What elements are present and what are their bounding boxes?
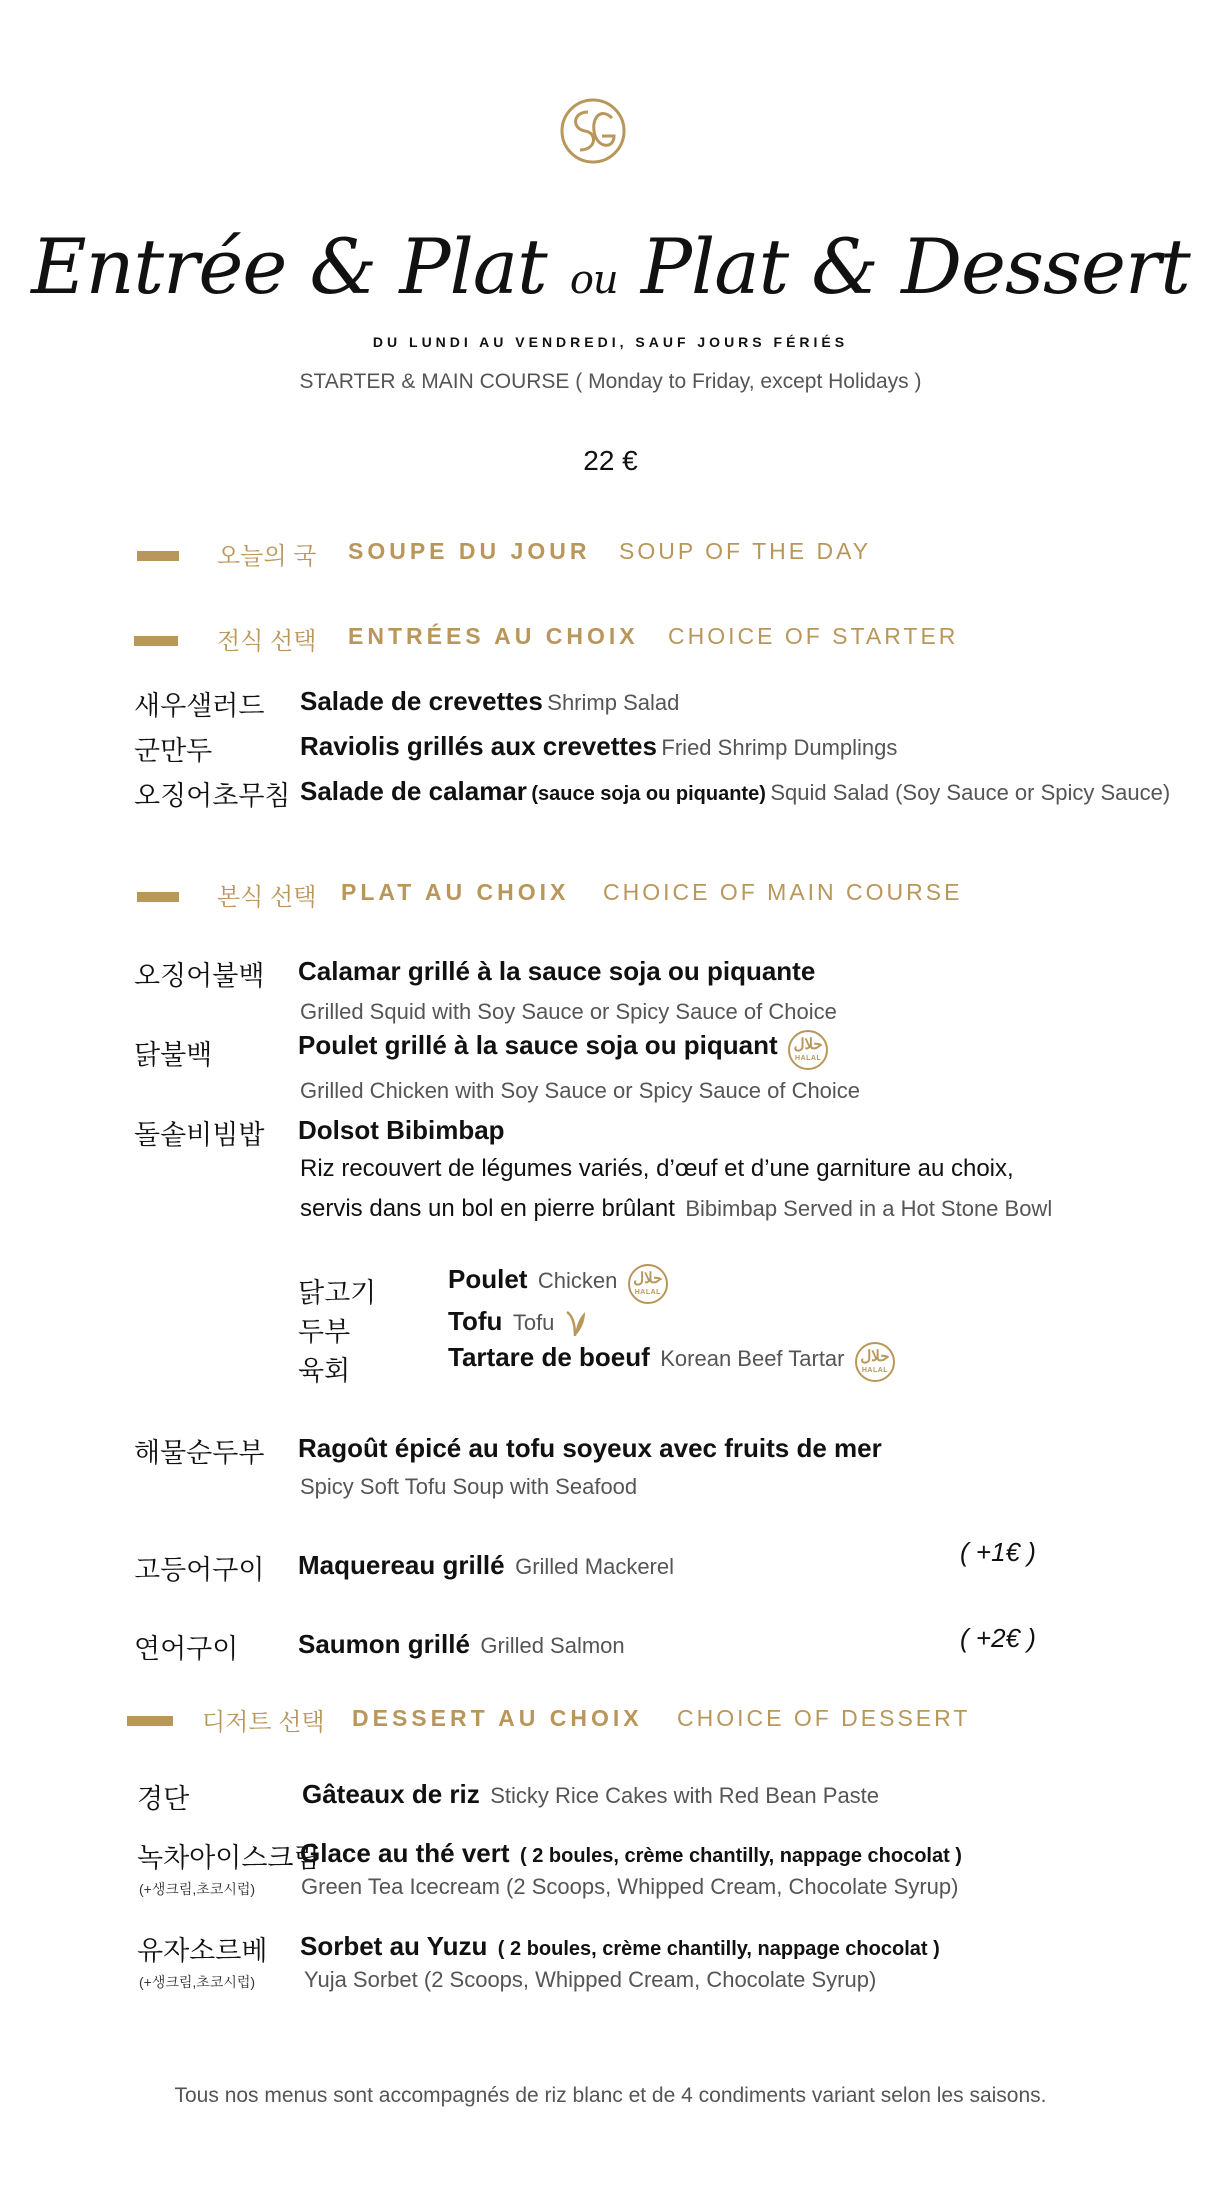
halal-icon [788,1030,828,1070]
main-ko: 오징어불백 [134,961,265,991]
dessert-item [300,1838,962,1869]
starter-en: Fried Shrimp Dumplings [661,735,898,760]
option-fr: Tartare de boeuf [448,1342,650,1373]
main-fr: Calamar grillé à la sauce soja ou piquante [298,956,816,986]
option-en: Tofu [512,1310,555,1335]
halal-label: HALAL [634,1289,661,1296]
subtitle-fr: DU LUNDI AU VENDREDI, SAUF JOURS FÉRIÉS [372,334,849,350]
option-en: Korean Beef Tartar [660,1346,845,1372]
section-soup-fr: SOUPE DU JOUR [348,538,591,564]
section-soup-ko: 오늘의 국 [217,543,317,570]
main-en: Spicy Soft Tofu Soup with Seafood [300,1474,638,1499]
dessert-fr-note: ( 2 boules, crème chantilly, nappage chocolat ) [497,1938,940,1960]
main-ko: 돌솥비빔밥 [134,1120,265,1150]
section-bar [127,1716,173,1726]
dessert-ko-note: (+생크림,초코시럽) [139,1974,256,1990]
section-main-fr: PLAT AU CHOIX [341,879,570,905]
section-bar [137,551,179,561]
surcharge-badge: ( +2€ ) [960,1623,1036,1653]
main-fr: Ragoût épicé au tofu soyeux avec fruits de mer [298,1433,882,1463]
main-desc-line [300,1195,1052,1223]
section-dessert-en: CHOICE OF DESSERT [677,1705,971,1731]
halal-glyph: حلال [860,1348,890,1365]
halal-icon [628,1264,668,1304]
section-bar [137,892,179,902]
option-ko: 닭고기 [298,1278,377,1308]
starter-fr: Salade de crevettes [300,686,543,716]
dessert-ko-note: (+생크림,초코시럽) [139,1881,256,1897]
section-soup-en: SOUP OF THE DAY [619,538,872,564]
main-en: Grilled Squid with Soy Sauce or Spicy Sauce of Choice [300,999,837,1024]
section-starter-en: CHOICE OF STARTER [668,623,959,649]
starter-ko: 새우샐러드 [134,691,265,721]
logo [558,96,628,166]
option-item [448,1306,587,1343]
starter-fr-note: (sauce soja ou piquante) [531,783,766,805]
starter-ko: 오징어초무침 [134,781,291,811]
leaf-icon [563,1308,587,1343]
title-part2: Plat & Dessert [640,222,1190,311]
title-part1: Entrée & Plat [31,222,547,311]
starter-item [300,776,1170,807]
dessert-fr: Glace au thé vert [300,1838,510,1868]
main-fr: Poulet grillé à la sauce soja ou piquant [298,1030,778,1061]
main-desc: Riz recouvert de légumes variés, d’œuf et d’une garniture au choix, [300,1155,1014,1182]
starter-ko: 군만두 [134,736,213,766]
halal-glyph: حلال [793,1036,823,1053]
dessert-en: Yuja Sorbet (2 Scoops, Whipped Cream, Chocolate Syrup) [304,1967,877,1992]
page-title [0,222,1221,311]
dessert-fr: Gâteaux de riz [302,1779,480,1809]
option-item [448,1342,895,1382]
option-item [448,1264,668,1304]
option-en: Chicken [537,1268,618,1294]
main-en: Grilled Salmon [480,1633,625,1658]
dessert-fr: Sorbet au Yuzu [300,1931,488,1961]
starter-item [300,686,679,717]
menu-price: 22 € [583,445,638,476]
dessert-en: Sticky Rice Cakes with Red Bean Paste [490,1783,880,1808]
option-fr: Poulet [448,1264,528,1295]
starter-fr: Salade de calamar [300,776,527,806]
starter-en: Shrimp Salad [547,690,680,715]
halal-label: HALAL [861,1367,889,1374]
main-desc: servis dans un bol en pierre brûlant [300,1195,675,1222]
dessert-ko: 녹차아이스크림 [137,1843,320,1873]
dessert-ko: 유자소르베 [137,1936,268,1966]
main-en: Bibimbap Served in a Hot Stone Bowl [685,1196,1053,1221]
main-fr: Maquereau grillé [298,1550,505,1580]
section-starter-fr: ENTRÉES AU CHOIX [348,623,639,649]
dessert-item [300,1931,940,1962]
starter-item [300,731,897,762]
option-ko: 육회 [298,1356,351,1386]
main-en: Grilled Chicken with Soy Sauce or Spicy Sauce of Choice [300,1078,861,1103]
footer-note: Tous nos menus sont accompagnés de riz blanc et de 4 condiments variant selon les saisons. [174,2084,1047,2107]
main-item [298,1030,828,1070]
surcharge-badge: ( +1€ ) [960,1537,1036,1567]
dessert-item [302,1779,879,1810]
option-ko: 두부 [298,1317,351,1347]
main-item [298,1550,674,1581]
halal-icon [855,1342,895,1382]
main-ko: 해물순두부 [134,1438,265,1468]
option-fr: Tofu [448,1306,503,1336]
main-fr: Dolsot Bibimbap [298,1115,505,1145]
main-ko: 고등어구이 [134,1555,265,1585]
main-item [298,1629,625,1660]
dessert-en: Green Tea Icecream (2 Scoops, Whipped Cream, Chocolate Syrup) [301,1874,959,1899]
section-bar [134,636,178,646]
section-main-ko: 본식 선택 [217,884,317,911]
main-en: Grilled Mackerel [515,1554,675,1579]
subtitle-en: STARTER & MAIN COURSE ( Monday to Friday, except Holidays ) [299,370,922,393]
title-connector: ou [569,257,618,303]
main-fr: Saumon grillé [298,1629,470,1659]
section-main-en: CHOICE OF MAIN COURSE [603,879,963,905]
section-dessert-ko: 디저트 선택 [202,1709,325,1736]
halal-glyph: حلال [633,1270,663,1287]
starter-fr: Raviolis grillés aux crevettes [300,731,657,761]
dessert-fr-note: ( 2 boules, crème chantilly, nappage chocolat ) [520,1845,962,1867]
main-ko: 연어구이 [134,1634,239,1664]
section-starter-ko: 전식 선택 [217,628,317,655]
main-ko: 닭불백 [134,1040,213,1070]
section-dessert-fr: DESSERT AU CHOIX [352,1705,643,1731]
starter-en: Squid Salad (Soy Sauce or Spicy Sauce) [770,780,1171,805]
halal-label: HALAL [795,1055,822,1062]
dessert-ko: 경단 [137,1784,190,1814]
